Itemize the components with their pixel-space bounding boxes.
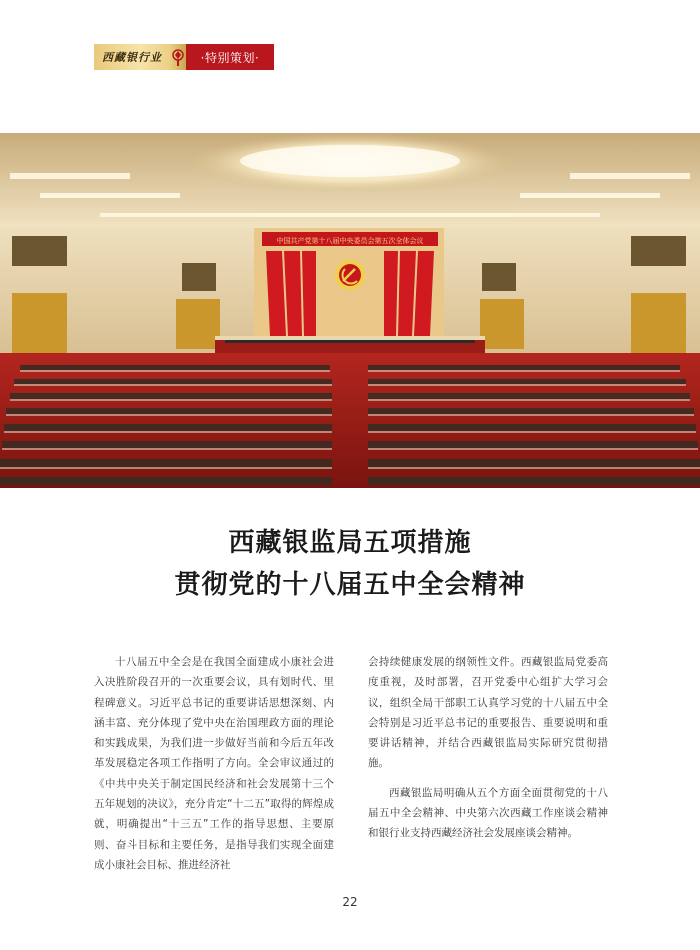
article-column-left bbox=[94, 652, 334, 875]
article-title bbox=[0, 522, 700, 606]
section-banner bbox=[94, 44, 274, 70]
article-paragraph: 会持续健康发展的纲领性文件。西藏银监局党委高度重视，及时部署，召开党委中心组扩大学习会议，组织全局干部职工认真学习党的十八届五中全会特别是习近平总书记的重要报告、重要说明和重要讲话精神，并结合西藏银监局实际研究贯彻措施。 bbox=[368, 656, 608, 770]
article-paragraph: 十八届五中全会是在我国全面建成小康社会进入决胜阶段召开的一次重要会议，具有划时代、里程碑意义。习近平总书记的重要讲话思想深刻、内涵丰富、充分体现了党中央在治国理政方面的理论和实践成果，为我们进一步做好当前和今后五年改革发展稳定各项工作指明了方向。全会审议通过的《中共中央关于制定国民经济和社会发展第十三个五年规划的决议》，充分肯定“十二五”取得的辉煌成就，明确提出“十三五”工作的指导思想、主要原则、奋斗目标和主要任务，是指导我们实现全面建成小康社会目标、推进经济社 bbox=[94, 656, 334, 871]
hammer-and-sickle-emblem-icon bbox=[335, 260, 365, 290]
section-label: ·特别策划· bbox=[186, 44, 274, 70]
publication-name: 西藏银行业 bbox=[94, 44, 170, 70]
article-column-right bbox=[368, 652, 608, 844]
plenary-hall-photo bbox=[0, 133, 700, 488]
stage-banner-text: 中国共产党第十八届中央委员会第五次全体会议 bbox=[276, 237, 424, 245]
article-title-line-1: 西藏银监局五项措施 bbox=[228, 528, 472, 558]
gold-emblem-icon bbox=[170, 44, 186, 70]
page-number: 22 bbox=[342, 895, 358, 909]
article-paragraph: 西藏银监局明确从五个方面全面贯彻党的十八届五中全会精神、中央第六次西藏工作座谈会精神和银行业支持西藏经济社会发展座谈会精神。 bbox=[368, 786, 608, 840]
article-title-line-2: 贯彻党的十八届五中全会精神 bbox=[174, 570, 526, 600]
